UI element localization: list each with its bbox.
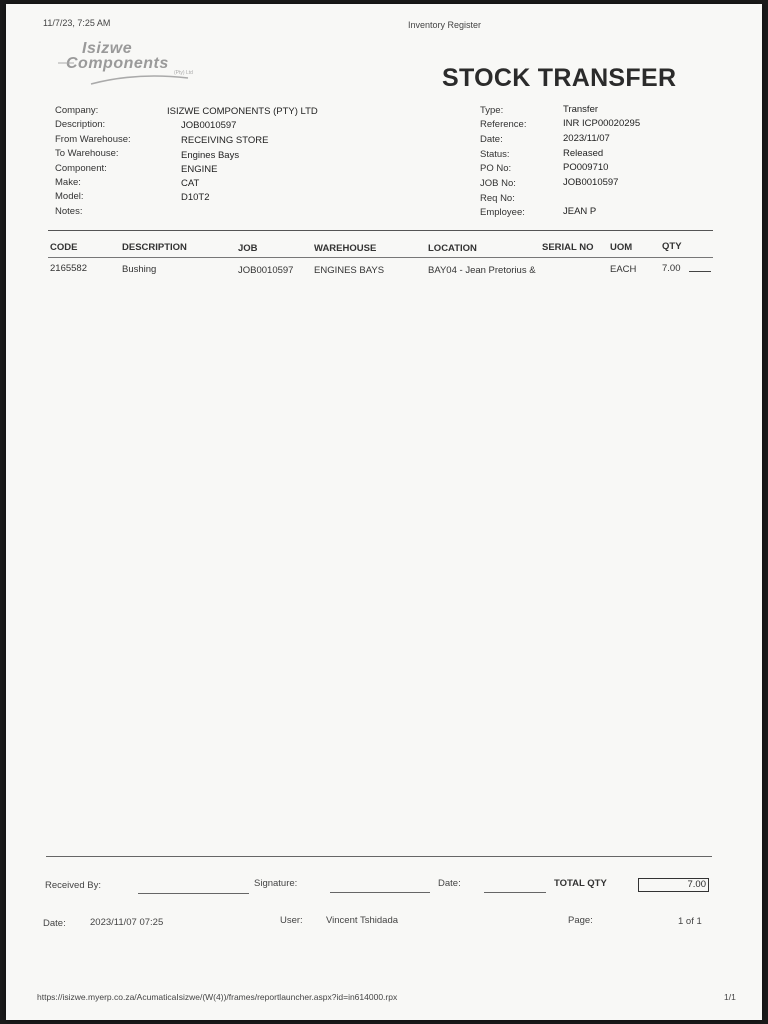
col-header-description: DESCRIPTION [122,242,187,253]
cell-uom: EACH [610,264,637,275]
field-value: D10T2 [181,192,210,203]
field-value: JOB0010597 [563,177,619,188]
field-label: Model: [55,191,84,202]
field-label: Req No: [480,193,515,204]
field-label: From Warehouse: [55,134,131,145]
cell-location: BAY04 - Jean Pretorius & [428,265,536,276]
field-value: PO009710 [563,162,609,173]
field-value: ENGINE [181,164,218,175]
field-label: Type: [480,105,504,116]
qty-underline [689,271,711,272]
field-label: Employee: [480,207,525,218]
logo-swoosh-icon [56,58,196,88]
col-header-warehouse: WAREHOUSE [314,243,377,254]
field-value: CAT [181,178,200,189]
print-date-label: Date: [43,918,66,929]
field-label: PO No: [480,163,512,174]
cell-description: Bushing [122,264,157,275]
field-value: JOB0010597 [181,120,237,131]
field-label: Description: [55,119,106,130]
field-value: Engines Bays [181,150,240,161]
col-header-qty: QTY [662,241,682,252]
cell-job: JOB0010597 [238,265,294,276]
field-label: Make: [55,177,81,188]
field-label: Component: [55,163,107,174]
page-label: Page: [568,915,593,926]
date-sign-line [484,892,546,893]
col-header-serial: SERIAL NO [542,242,594,253]
field-label: Status: [480,149,510,160]
field-value: Transfer [563,104,599,115]
print-datetime: 11/7/23, 7:25 AM [43,18,111,28]
field-value: INR ICP00020295 [563,118,641,129]
field-label: JOB No: [480,178,516,189]
field-label: To Warehouse: [55,148,119,159]
user-label: User: [280,915,303,926]
date-sign-label: Date: [438,878,461,889]
field-value: ISIZWE COMPONENTS (PTY) LTD [167,106,318,117]
col-header-job: JOB [238,243,258,254]
table-header-rule [48,257,713,258]
print-date-value: 2023/11/07 07:25 [90,917,164,928]
total-qty-value: 7.00 [638,878,709,892]
field-value: JEAN P [563,206,597,217]
field-label: Date: [480,134,503,145]
page-value: 1 of 1 [678,916,702,927]
total-qty-label: TOTAL QTY [554,878,607,889]
document-title: STOCK TRANSFER [442,64,677,92]
field-value: 2023/11/07 [563,133,610,144]
cell-qty: 7.00 [662,263,681,274]
received-by-label: Received By: [45,880,101,891]
field-label: Reference: [480,119,527,130]
field-value: RECEIVING STORE [181,135,269,146]
signature-label: Signature: [254,878,298,889]
user-value: Vincent Tshidada [326,915,399,926]
field-label: Notes: [55,206,83,217]
col-header-location: LOCATION [428,243,477,254]
col-header-code: CODE [50,242,78,253]
table-top-rule [48,230,713,231]
col-header-uom: UOM [610,242,633,253]
signature-line [330,892,430,893]
document-page: 11/7/23, 7:25 AM Inventory Register Isizwe Components (Pty) Ltd STOCK TRANSFER Company: ISIZWE COMPONENTS (PTY) LTD Description: JOB0010597 From Warehouse: RECEIVING STORE To Warehouse: Engines Bays Component: ENGINE Make: CAT Model: D10T2 Notes: Type: Transfer Reference: INR ICP00020295 Date: 2023/11/07 Status: Released PO No: PO009710 JOB No: JOB0010597 Req No: Employee: JEAN P CODE DESCRIPTION JOB WAREHOUSE LOCATION SERIAL NO UOM QTY 2165582 Bushing JOB0010597 ENGINES BAYS BAY04 - Jean Pretorius & EACH 7.00 Received By: Signature: Date: TOTAL QTY 7.00 Date: 2023/11/07 07:25 User: Vincent Tshidada Page: 1 of 1 https://isizwe.myerp.co.za/AcumaticaIsizwe/(W(4))/frames/reportlauncher.aspx?id=in614000.rpx 1/1 [6,4,762,1020]
field-label: Company: [55,105,99,116]
url-footer: https://isizwe.myerp.co.za/AcumaticaIsizwe/(W(4))/frames/reportlauncher.aspx?id=in614000.rpx [37,992,398,1002]
received-by-line [138,893,249,894]
cell-warehouse: ENGINES BAYS [314,265,385,276]
cell-code: 2165582 [50,263,87,274]
field-value: Released [563,148,604,159]
url-page-number: 1/1 [724,992,736,1002]
print-app-title: Inventory Register [408,20,482,30]
footer-rule [46,856,712,857]
